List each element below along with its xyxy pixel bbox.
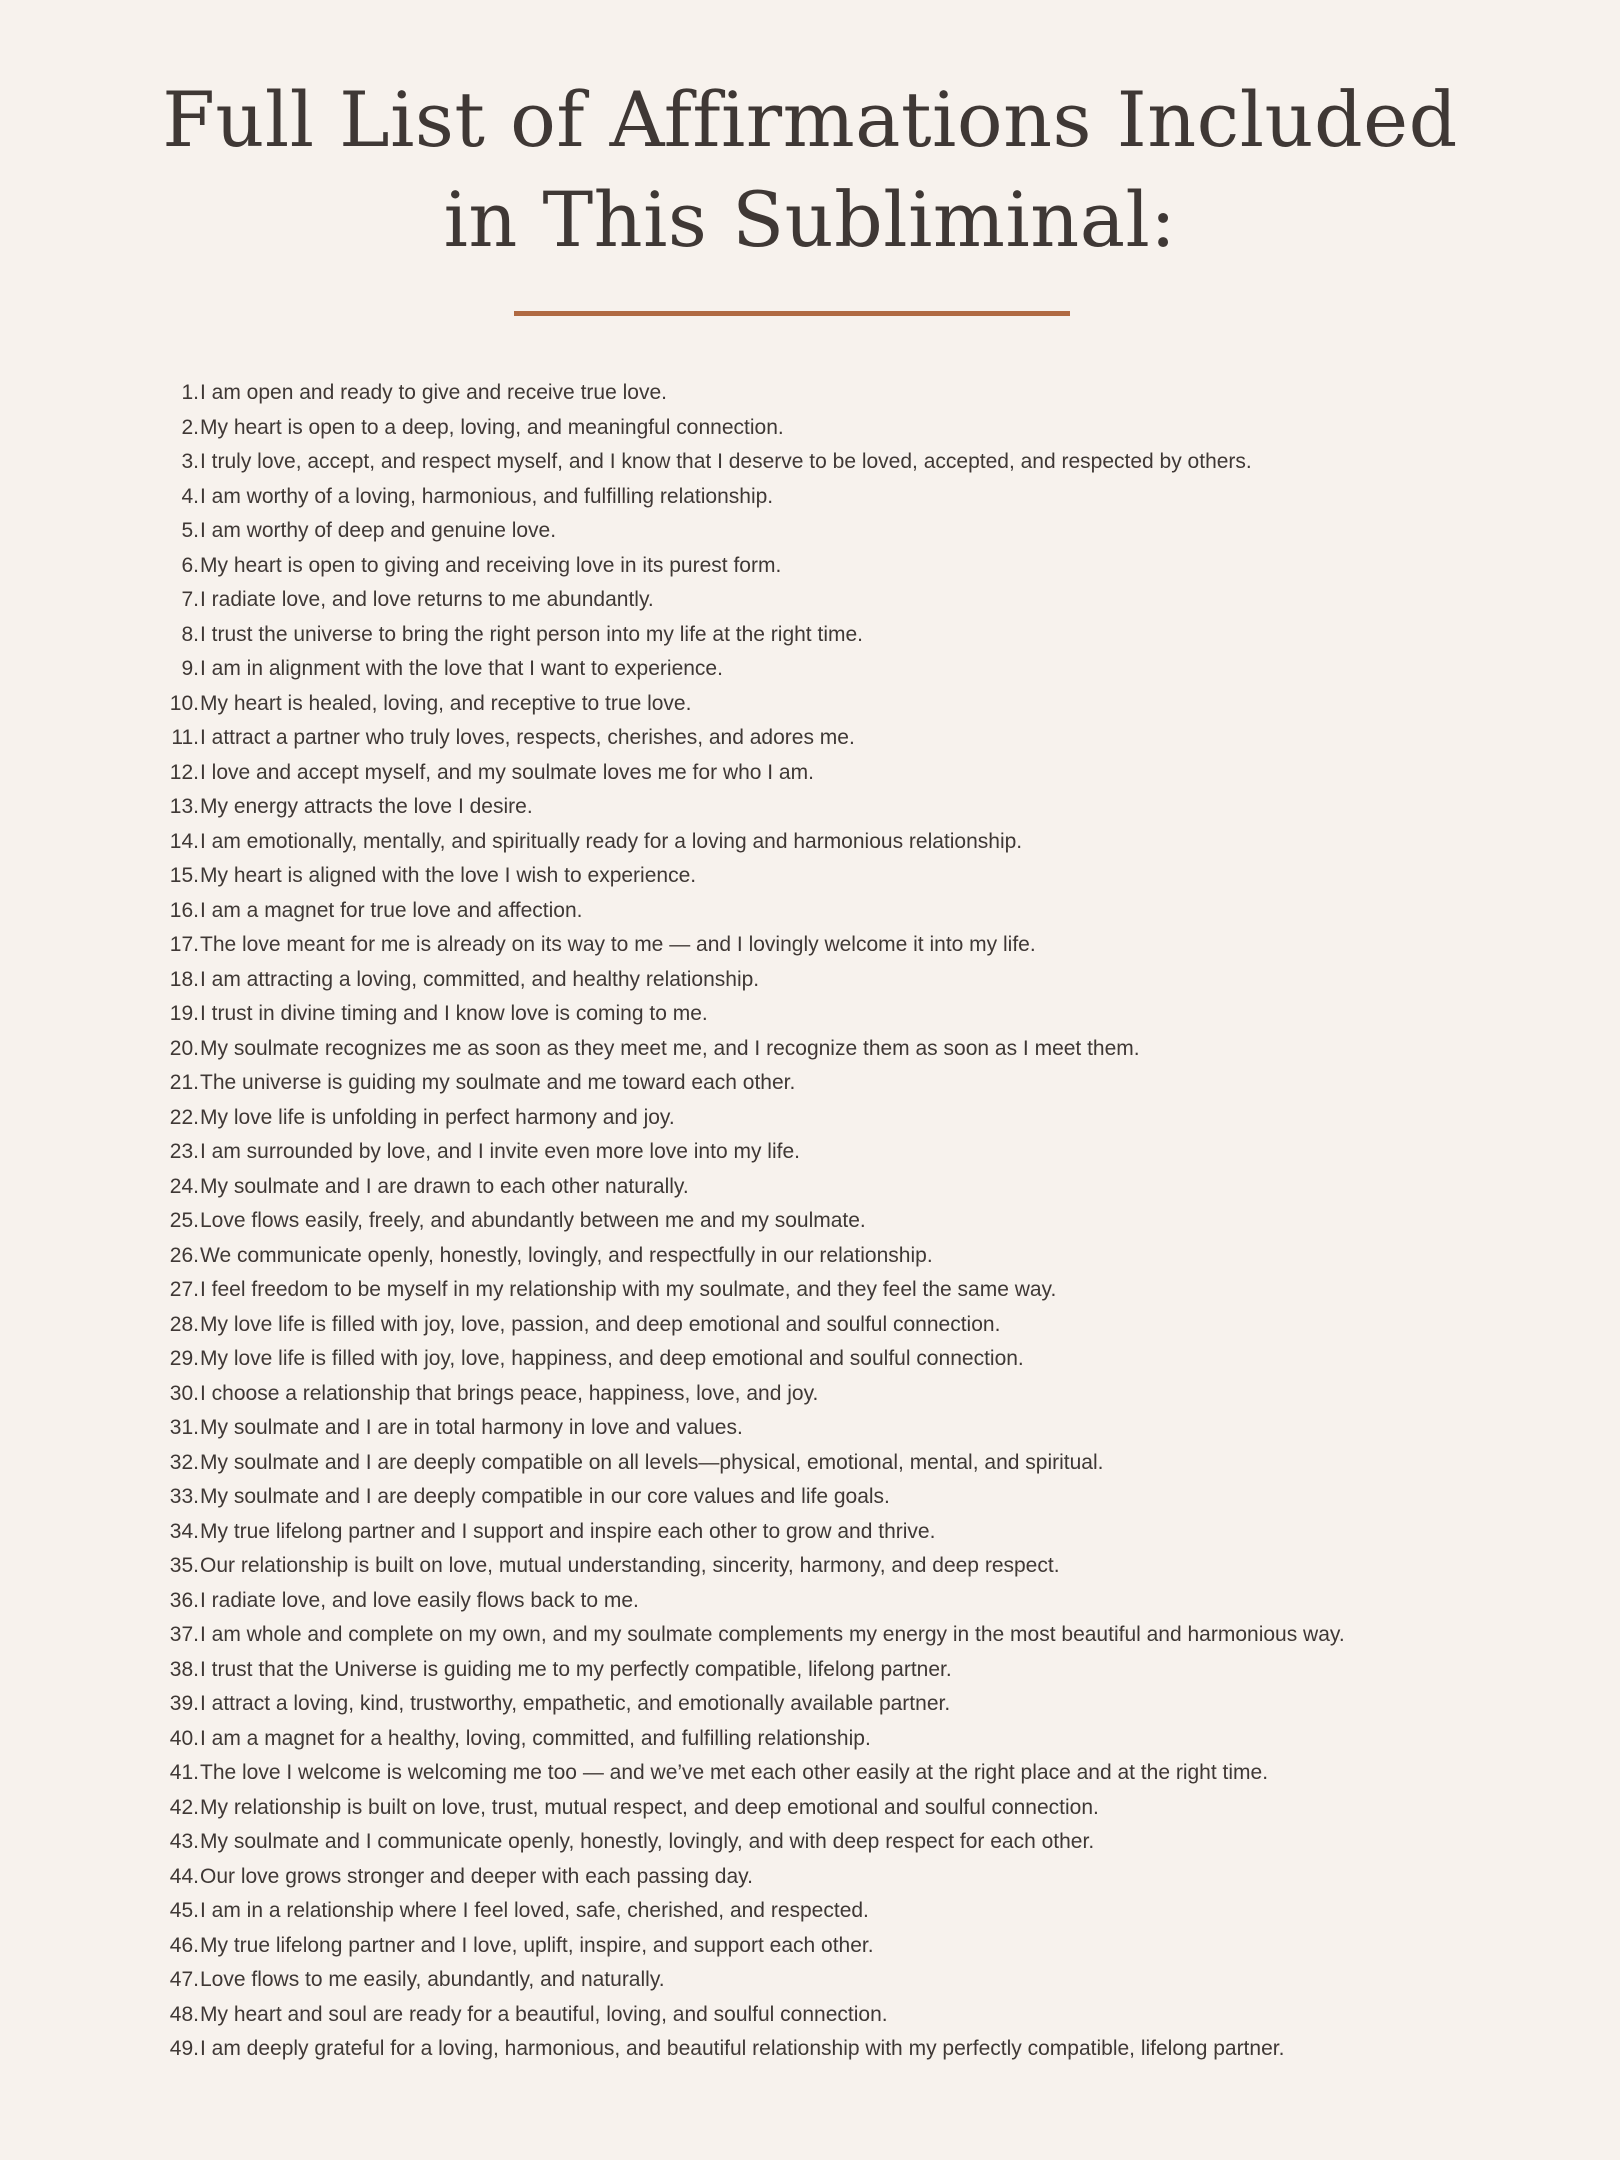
affirmation-item: [150, 652, 1450, 687]
affirmation-number: 32.: [169, 1450, 199, 1474]
affirmation-text: My love life is unfolding in perfect harmony and joy.: [200, 1105, 675, 1129]
affirmation-number: 1.: [181, 381, 199, 404]
affirmation-text: The love I welcome is welcoming me too — and we’ve met each other easily at the right place and at the right time.: [200, 1761, 1269, 1784]
affirmation-text: My true lifelong partner and I love, uplift, inspire, and support each other.: [200, 1933, 874, 1957]
affirmation-item: [150, 859, 1450, 894]
affirmation-text: I feel freedom to be myself in my relationship with my soulmate, and they feel the same way.: [200, 1278, 1057, 1301]
affirmation-item: [150, 1170, 1450, 1205]
affirmation-number: 5.: [181, 519, 199, 542]
affirmation-number: 33.: [169, 1485, 199, 1508]
affirmation-number: 4.: [181, 484, 199, 508]
affirmation-number: 29.: [169, 1347, 199, 1370]
affirmation-item: [150, 1998, 1450, 2033]
affirmation-text: Love flows to me easily, abundantly, and naturally.: [200, 1968, 665, 1991]
affirmation-number: 14.: [169, 829, 199, 853]
affirmation-text: I am whole and complete on my own, and my soulmate complements my energy in the most beautiful and harmonious way.: [200, 1623, 1345, 1646]
affirmation-number: 12.: [169, 760, 199, 784]
page-title-line-2: in This Subliminal:: [443, 175, 1177, 264]
affirmation-number: 44.: [169, 1864, 199, 1888]
affirmation-text: My heart is healed, loving, and receptive to true love.: [200, 691, 692, 715]
affirmation-number: 21.: [169, 1071, 199, 1094]
affirmation-number: 39.: [169, 1692, 199, 1715]
affirmation-item: [150, 1480, 1450, 1515]
affirmation-number: 37.: [169, 1623, 199, 1646]
affirmation-number: 2.: [181, 415, 199, 439]
affirmation-text: My love life is filled with joy, love, passion, and deep emotional and soulful connection.: [200, 1312, 1001, 1336]
affirmation-number: 34.: [169, 1519, 199, 1543]
affirmation-item: [150, 1101, 1450, 1136]
affirmation-number: 20.: [169, 1036, 199, 1060]
affirmation-number: 48.: [169, 2002, 199, 2026]
affirmation-item: [150, 1894, 1450, 1929]
affirmation-number: 23.: [169, 1140, 199, 1163]
affirmation-item: [150, 1618, 1450, 1653]
affirmation-text: I am in a relationship where I feel loved, safe, cherished, and respected.: [200, 1899, 869, 1922]
affirmation-number: 22.: [169, 1105, 199, 1129]
affirmation-number: 38.: [169, 1657, 199, 1681]
affirmation-text: My heart is open to a deep, loving, and meaningful connection.: [200, 415, 784, 439]
affirmation-number: 13.: [169, 795, 199, 818]
affirmation-number: 46.: [169, 1933, 199, 1957]
affirmation-number: 41.: [169, 1761, 199, 1784]
affirmation-text: I am attracting a loving, committed, and healthy relationship.: [200, 967, 760, 991]
affirmation-item: [150, 1722, 1450, 1757]
affirmation-text: My heart is aligned with the love I wish to experience.: [200, 864, 697, 887]
affirmation-item: [150, 1377, 1450, 1412]
affirmation-item: [150, 618, 1450, 653]
affirmation-text: We communicate openly, honestly, lovingly, and respectfully in our relationship.: [200, 1243, 933, 1267]
affirmation-text: My soulmate and I are deeply compatible on all levels—physical, emotional, mental, and spiritual.: [200, 1450, 1104, 1474]
affirmation-text: My heart and soul are ready for a beautiful, loving, and soulful connection.: [200, 2002, 888, 2026]
affirmation-text: I am worthy of deep and genuine love.: [200, 519, 557, 542]
affirmation-text: I am open and ready to give and receive true love.: [200, 381, 667, 404]
affirmation-number: 42.: [169, 1795, 199, 1819]
affirmation-item: [150, 376, 1450, 411]
affirmation-text: I radiate love, and love easily flows back to me.: [200, 1588, 639, 1612]
affirmation-number: 35.: [169, 1554, 199, 1577]
affirmation-item: [150, 514, 1450, 549]
affirmation-number: 25.: [169, 1209, 199, 1232]
affirmation-item: [150, 1032, 1450, 1067]
affirmation-number: 27.: [169, 1278, 199, 1301]
affirmation-item: [150, 721, 1450, 756]
affirmation-text: My soulmate and I are deeply compatible in our core values and life goals.: [200, 1485, 890, 1508]
affirmation-number: 10.: [169, 691, 199, 715]
affirmation-number: 43.: [169, 1830, 199, 1853]
affirmation-text: I choose a relationship that brings peace, happiness, love, and joy.: [200, 1381, 819, 1405]
affirmation-item: [150, 963, 1450, 998]
affirmation-number: 49.: [169, 2037, 199, 2060]
affirmation-item: [150, 583, 1450, 618]
affirmation-text: Our relationship is built on love, mutual understanding, sincerity, harmony, and deep respect.: [200, 1554, 1060, 1577]
affirmation-number: 9.: [181, 657, 199, 680]
affirmation-item: [150, 1446, 1450, 1481]
affirmation-item: [150, 1756, 1450, 1791]
affirmation-item: [150, 1584, 1450, 1619]
affirmation-text: I am a magnet for a healthy, loving, committed, and fulfilling relationship.: [200, 1726, 871, 1750]
affirmation-text: My soulmate and I communicate openly, honestly, lovingly, and with deep respect for each other.: [200, 1830, 1095, 1853]
affirmation-item: [150, 1687, 1450, 1722]
affirmation-number: 30.: [169, 1381, 199, 1405]
affirmation-item: [150, 894, 1450, 929]
affirmation-item: [150, 928, 1450, 963]
affirmation-text: I am deeply grateful for a loving, harmonious, and beautiful relationship with my perfectly compatible, lifelong partner.: [200, 2037, 1285, 2060]
page-title: [0, 70, 1620, 270]
affirmation-item: [150, 756, 1450, 791]
affirmation-number: 45.: [169, 1899, 199, 1922]
affirmation-number: 16.: [169, 898, 199, 922]
affirmation-text: I trust the universe to bring the right person into my life at the right time.: [200, 622, 863, 646]
affirmation-item: [150, 1860, 1450, 1895]
affirmation-item: [150, 687, 1450, 722]
affirmation-item: [150, 1273, 1450, 1308]
affirmation-text: I am emotionally, mentally, and spiritually ready for a loving and harmonious relationship.: [200, 829, 1023, 853]
affirmation-text: I am worthy of a loving, harmonious, and fulfilling relationship.: [200, 484, 774, 508]
affirmation-item: [150, 1653, 1450, 1688]
affirmation-number: 8.: [181, 622, 199, 646]
affirmation-list: [150, 376, 1450, 2067]
affirmation-text: My energy attracts the love I desire.: [200, 795, 533, 818]
affirmation-number: 36.: [169, 1588, 199, 1612]
affirmation-text: Our love grows stronger and deeper with each passing day.: [200, 1864, 753, 1888]
affirmation-text: I am surrounded by love, and I invite even more love into my life.: [200, 1140, 800, 1163]
affirmation-item: [150, 445, 1450, 480]
affirmation-number: 31.: [169, 1416, 199, 1439]
affirmation-number: 26.: [169, 1243, 199, 1267]
affirmation-item: [150, 1929, 1450, 1964]
affirmation-item: [150, 1066, 1450, 1101]
affirmation-number: 28.: [169, 1312, 199, 1336]
affirmation-item: [150, 1791, 1450, 1826]
affirmation-text: I truly love, accept, and respect myself, and I know that I deserve to be loved, accepted, and respected by others.: [200, 450, 1252, 473]
affirmation-text: My soulmate and I are in total harmony in love and values.: [200, 1416, 743, 1439]
affirmation-text: I attract a partner who truly loves, respects, cherishes, and adores me.: [200, 726, 855, 749]
affirmation-item: [150, 1963, 1450, 1998]
affirmation-number: 24.: [169, 1174, 199, 1198]
affirmation-number: 47.: [169, 1968, 199, 1991]
affirmation-item: [150, 2032, 1450, 2067]
affirmation-item: [150, 1411, 1450, 1446]
affirmation-number: 18.: [169, 967, 199, 991]
affirmation-item: [150, 1308, 1450, 1343]
affirmation-item: [150, 997, 1450, 1032]
affirmation-number: 11.: [171, 726, 199, 749]
affirmation-item: [150, 1549, 1450, 1584]
affirmation-item: [150, 1825, 1450, 1860]
affirmation-text: I am a magnet for true love and affection.: [200, 898, 583, 922]
affirmation-text: My relationship is built on love, trust, mutual respect, and deep emotional and soulful connection.: [200, 1795, 1099, 1819]
affirmation-text: I trust that the Universe is guiding me to my perfectly compatible, lifelong partner.: [200, 1657, 952, 1681]
affirmation-text: My heart is open to giving and receiving love in its purest form.: [200, 553, 782, 577]
affirmation-item: [150, 1239, 1450, 1274]
affirmation-item: [150, 549, 1450, 584]
affirmation-item: [150, 480, 1450, 515]
affirmation-item: [150, 825, 1450, 860]
affirmation-number: 3.: [181, 450, 199, 473]
affirmation-text: I radiate love, and love returns to me abundantly.: [200, 588, 654, 611]
affirmation-item: [150, 1515, 1450, 1550]
affirmation-text: My love life is filled with joy, love, happiness, and deep emotional and soulful connection.: [200, 1347, 1024, 1370]
affirmation-number: 40.: [169, 1726, 199, 1750]
affirmation-text: I am in alignment with the love that I want to experience.: [200, 657, 723, 680]
affirmation-text: Love flows easily, freely, and abundantly between me and my soulmate.: [200, 1209, 866, 1232]
affirmation-number: 19.: [169, 1002, 199, 1025]
affirmation-item: [150, 790, 1450, 825]
affirmation-text: I attract a loving, kind, trustworthy, empathetic, and emotionally available partner.: [200, 1692, 951, 1715]
affirmation-item: [150, 411, 1450, 446]
title-divider: [514, 311, 1070, 316]
affirmation-number: 6.: [181, 553, 199, 577]
affirmation-number: 15.: [169, 864, 199, 887]
affirmation-text: I trust in divine timing and I know love is coming to me.: [200, 1002, 708, 1025]
affirmation-text: My true lifelong partner and I support and inspire each other to grow and thrive.: [200, 1519, 936, 1543]
affirmation-number: 17.: [169, 933, 199, 956]
affirmation-item: [150, 1204, 1450, 1239]
affirmation-text: The love meant for me is already on its way to me — and I lovingly welcome it into my life.: [200, 933, 1036, 956]
affirmation-item: [150, 1135, 1450, 1170]
affirmation-text: My soulmate and I are drawn to each other naturally.: [200, 1174, 689, 1198]
affirmation-text: I love and accept myself, and my soulmate loves me for who I am.: [200, 760, 814, 784]
affirmation-item: [150, 1342, 1450, 1377]
affirmation-text: My soulmate recognizes me as soon as they meet me, and I recognize them as soon as I meet them.: [200, 1036, 1140, 1060]
affirmation-number: 7.: [181, 588, 199, 611]
page-title-line-1: Full List of Affirmations Included: [162, 75, 1458, 164]
affirmation-text: The universe is guiding my soulmate and me toward each other.: [200, 1071, 796, 1094]
